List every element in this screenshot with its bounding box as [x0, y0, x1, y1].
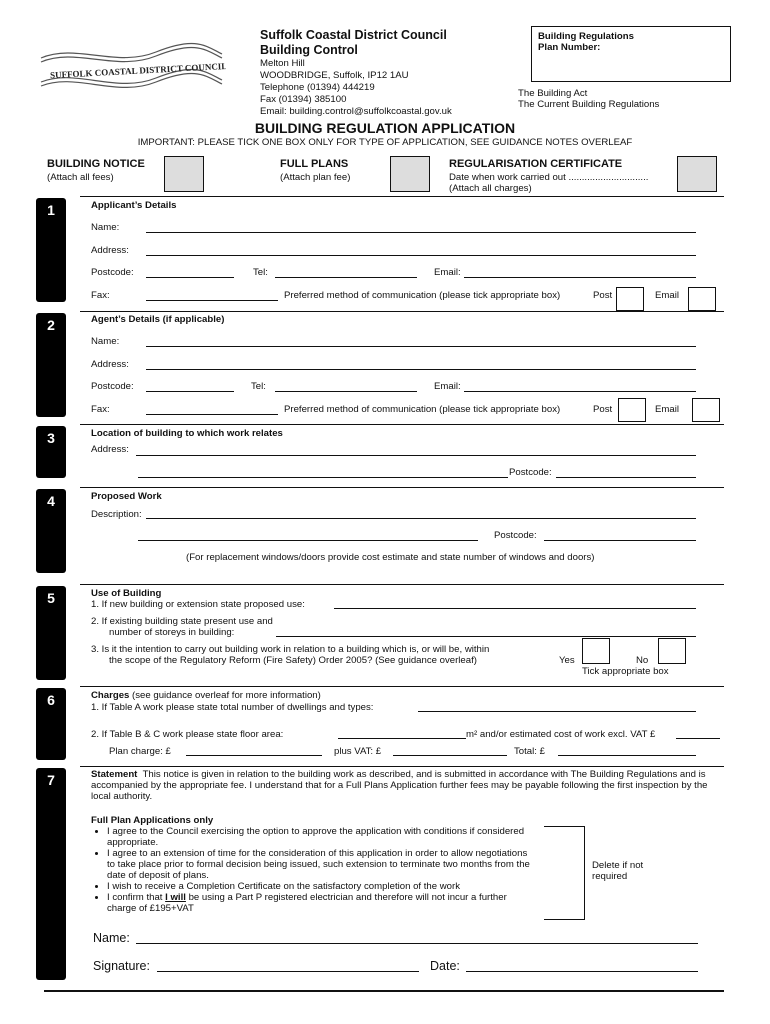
bullet-part-p: • I confirm that I will be using a Part P registered electrician and therefore will not incur a further charge of £195+VAT — [107, 892, 531, 914]
fire-safety-yes-label: Yes — [559, 655, 575, 666]
fire-safety-yes-checkbox[interactable] — [582, 638, 610, 664]
use-q2b: number of storeys in building: — [109, 627, 235, 638]
section-6-divider — [80, 686, 724, 687]
applicant-postcode-field[interactable] — [146, 277, 234, 278]
section-5-number: 5 — [36, 586, 66, 680]
full-plans-only-title: Full Plan Applications only — [91, 815, 214, 826]
section-1-divider — [80, 196, 724, 197]
applicant-email-field[interactable] — [464, 277, 696, 278]
agent-postcode-label: Postcode: — [91, 381, 134, 392]
description-label: Description: — [91, 509, 142, 520]
agent-post-label: Post — [593, 404, 613, 415]
dwellings-field[interactable] — [418, 711, 696, 712]
delete-bracket — [544, 826, 585, 920]
applicant-email-opt-label: Email — [655, 290, 679, 301]
use-q1: 1. If new building or extension state proposed use: — [91, 599, 305, 610]
work-postcode-label: Postcode: — [494, 530, 537, 541]
use-q2a: 2. If existing building state present use and — [91, 616, 273, 627]
section-5-title: Use of Building — [91, 588, 162, 599]
regularisation-checkbox[interactable] — [677, 156, 717, 192]
section-1-number: 1 — [36, 198, 66, 302]
total-label: Total: £ — [514, 746, 545, 757]
plan-charge-label: Plan charge: £ — [109, 746, 171, 757]
agent-email-opt-label: Email — [655, 404, 679, 415]
applicant-pref-label: Preferred method of communication (please tick appropriate box) — [284, 290, 561, 301]
agent-email-label: Email: — [434, 381, 461, 392]
date-field[interactable] — [466, 971, 698, 972]
location-address-field-2[interactable] — [138, 477, 508, 478]
location-postcode-field[interactable] — [556, 477, 696, 478]
regularisation-sub: (Attach all charges) — [449, 183, 532, 194]
proposed-use-field[interactable] — [334, 608, 696, 609]
applicant-postcode-label: Postcode: — [91, 267, 134, 278]
section-2-divider — [80, 311, 724, 312]
section-2-title: Agent’s Details (if applicable) — [91, 314, 225, 325]
agent-tel-label: Tel: — [251, 381, 266, 392]
applicant-email-checkbox[interactable] — [688, 287, 716, 311]
council-logo — [36, 38, 226, 100]
logo-text: SUFFOLK COASTAL DISTRICT COUNCIL — [49, 60, 226, 81]
fire-safety-no-label: No — [636, 655, 649, 666]
plan-charge-field[interactable] — [186, 755, 322, 756]
statement-text: Statement This notice is given in relation to the building work as described, and is submitted in accordance with The Building Regulations and is accompanied by the appropriate fee. I understand that for a Full Plans Application further fees may be payable following the first inspection by the local authority. — [91, 769, 708, 802]
section-4-divider — [80, 487, 724, 488]
signature-name-field[interactable] — [136, 943, 698, 944]
section-7-number: 7 — [36, 768, 66, 980]
section-6-number: 6 — [36, 688, 66, 760]
building-notice-sub: (Attach all fees) — [47, 172, 114, 183]
estimated-cost-field[interactable] — [676, 738, 720, 739]
section-3-divider — [80, 424, 724, 425]
agent-email-field[interactable] — [464, 391, 696, 392]
applicant-tel-field[interactable] — [275, 277, 417, 278]
total-field[interactable] — [558, 755, 696, 756]
agent-fax-field[interactable] — [146, 414, 278, 415]
full-plans-checkbox[interactable] — [390, 156, 430, 192]
section-6-title: Charges (see guidance overleaf for more information) — [91, 690, 321, 701]
footer-rule — [44, 990, 724, 992]
work-postcode-field[interactable] — [544, 540, 696, 541]
charges-q2: 2. If Table B & C work please state floor area: — [91, 729, 284, 740]
applicant-fax-field[interactable] — [146, 300, 278, 301]
regularisation-date: Date when work carried out .............................. — [449, 172, 649, 183]
full-plans-list — [91, 826, 531, 914]
description-field[interactable] — [146, 518, 696, 519]
signature-field[interactable] — [157, 971, 419, 972]
agent-pref-label: Preferred method of communication (please tick appropriate box) — [284, 404, 561, 415]
section-7-divider — [80, 766, 724, 767]
agent-name-label: Name: — [91, 336, 120, 347]
fire-safety-no-checkbox[interactable] — [658, 638, 686, 664]
applicant-post-label: Post — [593, 290, 613, 301]
council-address: Melton Hill WOODBRIDGE, Suffolk, IP12 1AU Telephone (01394) 444219 Fax (01394) 385100 Email: building.control@suffolkcoastal.gov.uk — [260, 58, 452, 117]
bullet-approve-conditions: • I agree to the Council exercising the option to approve the application with conditions if considered appropriate. — [107, 826, 531, 848]
regularisation-label: REGULARISATION CERTIFICATE — [449, 158, 623, 170]
department-name: Building Control — [260, 43, 358, 57]
building-act: The Building Act — [518, 88, 588, 99]
agent-postcode-field[interactable] — [146, 391, 234, 392]
council-name: Suffolk Coastal District Council — [260, 28, 447, 42]
use-q3a: 3. Is it the intention to carry out building work in relation to a building which is, or will be, within — [91, 644, 490, 655]
agent-post-checkbox[interactable] — [618, 398, 646, 422]
signature-label: Signature: — [93, 959, 150, 973]
applicant-name-label: Name: — [91, 222, 120, 233]
bullet-extension-time: • I agree to an extension of time for the consideration of this application in order to allow negotiations to take place prior to formal decision being issued, such extension to terminate two months from the date of deposit of plans. — [107, 848, 531, 881]
agent-name-field[interactable] — [146, 346, 696, 347]
section-3-number: 3 — [36, 426, 66, 478]
agent-tel-field[interactable] — [275, 391, 417, 392]
page-title: BUILDING REGULATION APPLICATION — [254, 120, 516, 136]
agent-email-checkbox[interactable] — [692, 398, 720, 422]
agent-fax-label: Fax: — [91, 404, 110, 415]
full-plans-sub: (Attach plan fee) — [280, 172, 351, 183]
section-1-title: Applicant’s Details — [91, 200, 177, 211]
building-notice-checkbox[interactable] — [164, 156, 204, 192]
tick-appropriate-label: Tick appropriate box — [582, 666, 669, 677]
full-plans-label: FULL PLANS — [280, 158, 349, 170]
location-postcode-label: Postcode: — [509, 467, 552, 478]
section-2-number: 2 — [36, 313, 66, 417]
applicant-fax-label: Fax: — [91, 290, 110, 301]
delete-if-not-required: Delete if not required — [592, 860, 644, 882]
section-4-title: Proposed Work — [91, 491, 162, 502]
applicant-tel-label: Tel: — [253, 267, 268, 278]
replacement-note: (For replacement windows/doors provide cost estimate and state number of windows and doors) — [186, 552, 595, 563]
section-5-divider — [80, 584, 724, 585]
location-address-label: Address: — [91, 444, 129, 455]
date-label: Date: — [430, 959, 460, 973]
plus-vat-field[interactable] — [393, 755, 507, 756]
applicant-address-label: Address: — [91, 245, 129, 256]
location-address-field[interactable] — [136, 455, 696, 456]
agent-address-label: Address: — [91, 359, 129, 370]
plus-vat-label: plus VAT: £ — [334, 746, 382, 757]
building-regs: The Current Building Regulations — [518, 99, 660, 110]
agent-address-field[interactable] — [146, 369, 696, 370]
bullet-completion-cert: • I wish to receive a Completion Certificate on the satisfactory completion of the work — [107, 881, 531, 892]
charges-q1: 1. If Table A work please state total number of dwellings and types: — [91, 702, 374, 713]
area-suffix: m² and/or estimated cost of work excl. VAT £ — [466, 729, 656, 740]
description-field-2[interactable] — [138, 540, 478, 541]
important-notice: IMPORTANT: PLEASE TICK ONE BOX ONLY FOR TYPE OF APPLICATION, SEE GUIDANCE NOTES OVERLEAF — [137, 137, 633, 148]
floor-area-field[interactable] — [338, 738, 466, 739]
section-4-number: 4 — [36, 489, 66, 573]
present-use-field[interactable] — [276, 636, 696, 637]
applicant-name-field[interactable] — [146, 232, 696, 233]
applicant-email-label: Email: — [434, 267, 461, 278]
building-notice-label: BUILDING NOTICE — [47, 158, 145, 170]
plan-number-box: Building Regulations Plan Number: — [531, 26, 731, 82]
applicant-address-field[interactable] — [146, 255, 696, 256]
signature-name-label: Name: — [93, 931, 130, 945]
applicant-post-checkbox[interactable] — [616, 287, 644, 311]
section-3-title: Location of building to which work relates — [91, 428, 283, 439]
use-q3b: the scope of the Regulatory Reform (Fire Safety) Order 2005? (See guidance overleaf) — [109, 655, 477, 666]
